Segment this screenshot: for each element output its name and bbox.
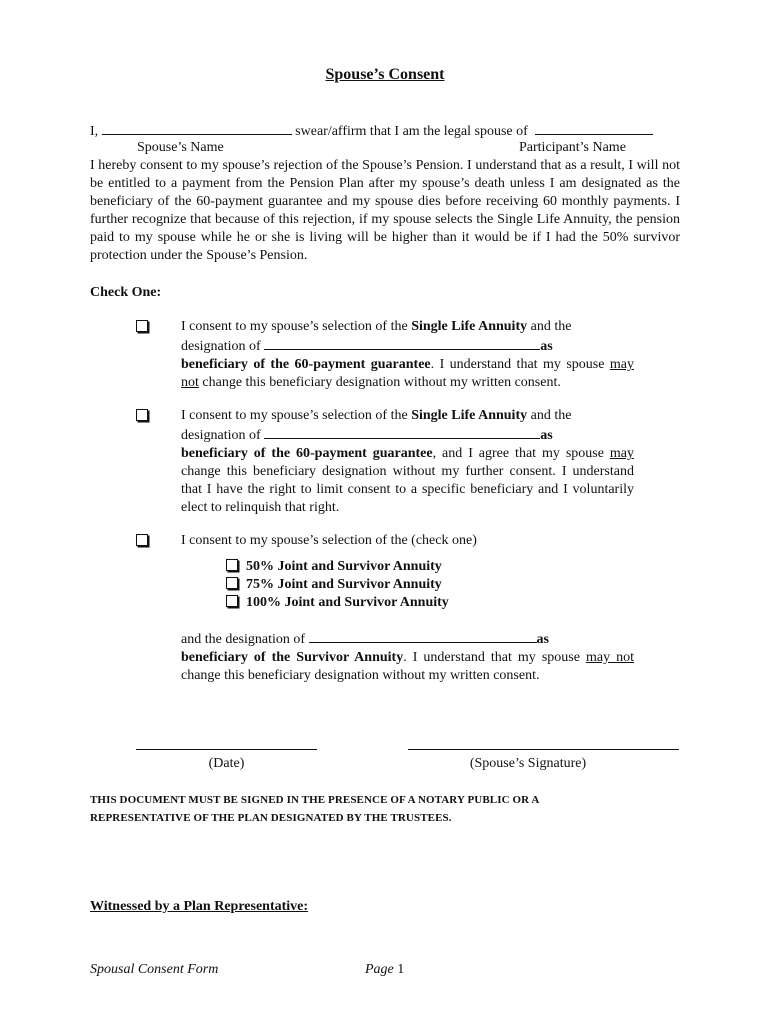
- sub-option-75-label: 75% Joint and Survivor Annuity: [246, 577, 442, 592]
- option1-designation-of: designation of: [181, 339, 261, 354]
- option3-underlined: may not: [585, 650, 634, 665]
- option1-tail-b: change this beneficiary designation without my written consent.: [202, 375, 561, 390]
- option3-lead: I consent to my spouse’s selection of the (check one): [181, 533, 477, 548]
- option1-underlined: may not: [181, 357, 634, 390]
- footer-form-name: Spousal Consent Form: [90, 962, 219, 977]
- option2-bold-beneficiary: beneficiary of the 60-payment guarantee: [181, 446, 433, 461]
- option2-designation-of: designation of: [181, 428, 261, 443]
- sub-option-50-checkbox[interactable]: [226, 559, 238, 571]
- participant-name-label: Participant’s Name: [519, 140, 626, 155]
- footer-page-number: 1: [397, 962, 405, 977]
- option1-and-the: and the: [530, 319, 572, 334]
- footer-page-label: Page: [365, 962, 394, 977]
- option1-bold-beneficiary: beneficiary of the 60-payment guarantee: [181, 357, 431, 372]
- participant-name-field[interactable]: [535, 121, 653, 135]
- footer-page: [365, 961, 404, 979]
- sub-option-50-label: 50% Joint and Survivor Annuity: [246, 559, 442, 574]
- notary-notice-line2: REPRESENTATIVE OF THE PLAN DESIGNATED BY THE TRUSTEES.: [90, 812, 452, 824]
- option2-bold-term: Single Life Annuity: [411, 408, 528, 423]
- option2-checkbox[interactable]: [136, 409, 148, 421]
- option1-lead: I consent to my spouse’s selection of the: [181, 319, 408, 334]
- option3-beneficiary-field[interactable]: [309, 629, 537, 643]
- spouse-name-label: Spouse’s Name: [137, 140, 224, 155]
- option2-tail-b: change this beneficiary designation without my further consent. I understand that I have the right to limit consent to a specific beneficiary and I voluntarily elect to relinquish that right.: [181, 464, 634, 515]
- option1-text: [181, 318, 634, 392]
- option2-text: [181, 407, 634, 517]
- option1-beneficiary-field[interactable]: [264, 336, 540, 350]
- option3-as: as: [536, 632, 549, 647]
- date-field[interactable]: [136, 749, 317, 750]
- option1-checkbox[interactable]: [136, 320, 148, 332]
- sub-option-75[interactable]: [226, 576, 442, 594]
- signature-label: (Spouse’s Signature): [469, 756, 587, 771]
- sub-option-100-checkbox[interactable]: [226, 595, 238, 607]
- spouse-signature-field[interactable]: [408, 749, 679, 750]
- option2-and-the: and the: [530, 408, 572, 423]
- option3-and-designation-of: and the designation of: [181, 632, 306, 647]
- declaration-i-label: I,: [90, 124, 99, 139]
- option2-tail-a: , and I agree that my spouse: [432, 446, 604, 461]
- option2-lead: I consent to my spouse’s selection of the: [181, 408, 408, 423]
- declaration-middle-text: swear/affirm that I am the legal spouse of: [295, 124, 528, 139]
- sub-option-100[interactable]: [226, 594, 449, 612]
- option2-as: as: [540, 428, 553, 443]
- intro-paragraph: [90, 157, 680, 265]
- option1-as: as: [540, 339, 553, 354]
- page-title: Spouse’s Consent: [325, 66, 445, 83]
- declaration-line: [90, 121, 653, 141]
- sub-option-50[interactable]: [226, 558, 442, 576]
- notary-notice-line1: THIS DOCUMENT MUST BE SIGNED IN THE PRESENCE OF A NOTARY PUBLIC OR A: [90, 794, 540, 806]
- option3-checkbox[interactable]: [136, 534, 148, 546]
- option3-tail-b: change this beneficiary designation without my written consent.: [181, 668, 540, 683]
- option2-beneficiary-field[interactable]: [264, 425, 540, 439]
- intro-paragraph-text: I hereby consent to my spouse’s rejection of the Spouse’s Pension. I understand that as a result, I will not be entitled to a payment from the Pension Plan after my spouse’s death unless I am designated as the beneficiary of the 60-payment guarantee and my spouse dies before receiving 60 monthly payments. I further recognize that because of this rejection, if my spouse selects the Single Life Annuity, the pension paid to my spouse while he or she is living will be higher than it would be if I had the 50% survivor protection under the Spouse’s Pension.: [90, 158, 680, 263]
- option3-designation-text: [181, 629, 634, 685]
- option3-bold-beneficiary: beneficiary of the Survivor Annuity: [181, 650, 404, 665]
- witness-label: Witnessed by a Plan Representative:: [90, 899, 309, 914]
- option3-tail-a: . I understand that my spouse: [403, 650, 580, 665]
- sub-option-75-checkbox[interactable]: [226, 577, 238, 589]
- option2-underlined: may: [609, 446, 634, 461]
- check-one-label: Check One:: [90, 285, 162, 300]
- spouse-name-field[interactable]: [102, 121, 292, 135]
- option1-bold-term: Single Life Annuity: [411, 319, 528, 334]
- option1-tail-a: . I understand that my spouse: [430, 357, 605, 372]
- sub-option-100-label: 100% Joint and Survivor Annuity: [246, 595, 449, 610]
- date-label: (Date): [208, 756, 245, 771]
